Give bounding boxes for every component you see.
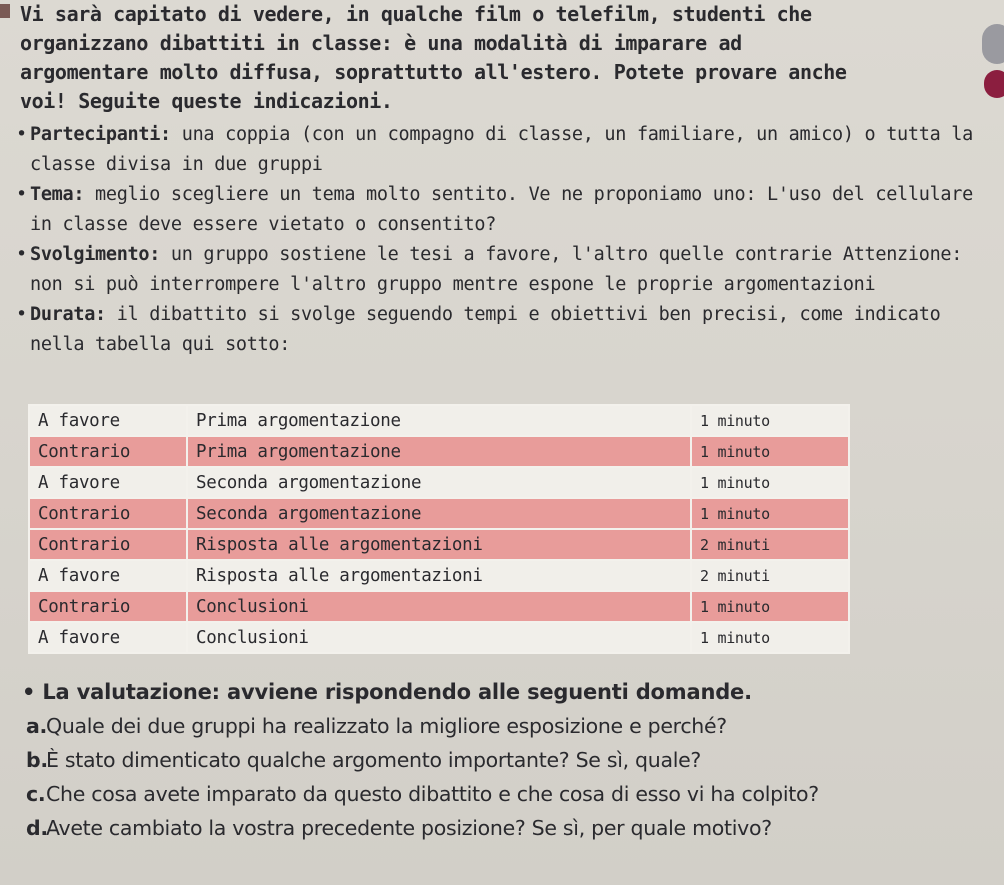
list-item <box>26 746 986 775</box>
instructions-list <box>16 120 980 360</box>
time-cell: 1 minuto <box>691 622 849 653</box>
time-cell: 1 minuto <box>691 405 849 436</box>
bullet-text: il dibattito si svolge seguendo tempi e obiettivi ben precisi, come indicato nella tabella qui sotto: <box>30 304 941 355</box>
question-text: Che cosa avete imparato da questo dibattito e che cosa di esso vi ha colpito? <box>46 782 819 806</box>
intro-line: voi! Seguite queste indicazioni. <box>20 89 393 113</box>
time-cell: 1 minuto <box>691 467 849 498</box>
intro-paragraph <box>20 0 980 116</box>
table-row <box>29 436 849 467</box>
margin-dot-icon <box>984 70 1004 98</box>
bullet-term: Tema: <box>30 184 85 205</box>
table-row <box>29 529 849 560</box>
bullet-icon: • <box>22 680 36 704</box>
phase-cell: Prima argomentazione <box>187 436 691 467</box>
bullet-text: meglio scegliere un tema molto sentito. Ve ne proponiamo uno: L'uso del cellulare in classe deve essere vietato o consentito? <box>30 184 973 235</box>
list-item <box>26 780 986 809</box>
question-letter: b. <box>26 748 48 772</box>
time-cell: 2 minuti <box>691 529 849 560</box>
side-cell: A favore <box>29 405 187 436</box>
phase-cell: Seconda argomentazione <box>187 498 691 529</box>
intro-line: argomentare molto diffusa, soprattutto all'estero. Potete provare anche <box>20 60 847 84</box>
phase-cell: Conclusioni <box>187 622 691 653</box>
list-item <box>26 712 986 741</box>
bullet-icon: • <box>16 184 27 205</box>
bullet-icon: • <box>16 304 27 325</box>
phase-cell: Conclusioni <box>187 591 691 622</box>
evaluation-heading <box>22 680 982 704</box>
side-cell: Contrario <box>29 529 187 560</box>
phase-cell: Seconda argomentazione <box>187 467 691 498</box>
time-cell: 2 minuti <box>691 560 849 591</box>
side-cell: Contrario <box>29 591 187 622</box>
phase-cell: Risposta alle argomentazioni <box>187 560 691 591</box>
question-letter: c. <box>26 782 46 806</box>
evaluation-questions <box>26 712 986 848</box>
table-row <box>29 591 849 622</box>
list-item <box>16 180 980 240</box>
table-row <box>29 498 849 529</box>
bullet-term: Partecipanti: <box>30 124 171 145</box>
time-cell: 1 minuto <box>691 591 849 622</box>
question-text: Avete cambiato la vostra precedente posizione? Se sì, per quale motivo? <box>46 816 772 840</box>
question-letter: d. <box>26 816 48 840</box>
intro-line: Vi sarà capitato di vedere, in qualche film o telefilm, studenti che <box>20 2 812 26</box>
page-edge-marker <box>0 4 10 18</box>
time-cell: 1 minuto <box>691 436 849 467</box>
list-item <box>16 120 980 180</box>
table-row <box>29 560 849 591</box>
question-text: Quale dei due gruppi ha realizzato la migliore esposizione e perché? <box>46 714 727 738</box>
question-letter: a. <box>26 714 48 738</box>
table-row <box>29 467 849 498</box>
side-cell: A favore <box>29 560 187 591</box>
list-item <box>16 240 980 300</box>
debate-schedule-table <box>28 404 850 654</box>
list-item <box>16 300 980 360</box>
table-row <box>29 405 849 436</box>
question-text: È stato dimenticato qualche argomento importante? Se sì, quale? <box>46 748 701 772</box>
evaluation-text: La valutazione: avviene rispondendo alle seguenti domande. <box>42 680 752 704</box>
margin-tab-icon <box>982 24 1004 64</box>
bullet-term: Svolgimento: <box>30 244 161 265</box>
bullet-icon: • <box>16 244 27 265</box>
side-cell: Contrario <box>29 498 187 529</box>
time-cell: 1 minuto <box>691 498 849 529</box>
phase-cell: Risposta alle argomentazioni <box>187 529 691 560</box>
side-cell: A favore <box>29 467 187 498</box>
bullet-icon: • <box>16 124 27 145</box>
table-row <box>29 622 849 653</box>
side-cell: Contrario <box>29 436 187 467</box>
bullet-term: Durata: <box>30 304 106 325</box>
side-cell: A favore <box>29 622 187 653</box>
bullet-text: un gruppo sostiene le tesi a favore, l'altro quelle contrarie Attenzione: non si può interrompere l'altro gruppo mentre espone le proprie argomentazioni <box>30 244 963 295</box>
bullet-text: una coppia (con un compagno di classe, un familiare, un amico) o tutta la classe divisa in due gruppi <box>30 124 973 175</box>
list-item <box>26 814 986 843</box>
intro-line: organizzano dibattiti in classe: è una modalità di imparare ad <box>20 31 742 55</box>
phase-cell: Prima argomentazione <box>187 405 691 436</box>
